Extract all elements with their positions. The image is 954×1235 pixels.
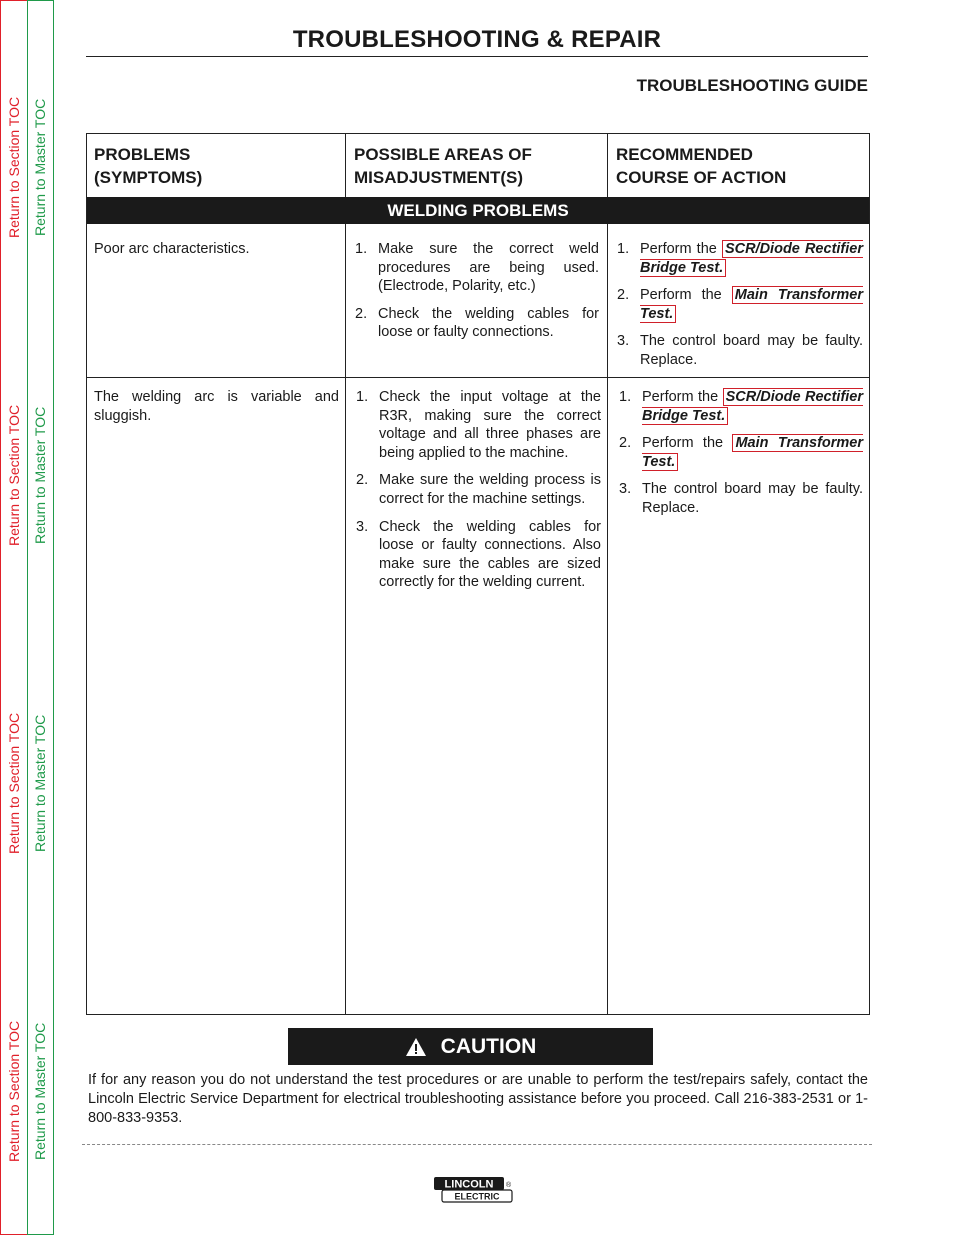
caution-banner [288,1028,653,1065]
item-text: Make sure the welding process is correct for the machine settings. [379,472,601,507]
return-to-section-toc-link-3[interactable]: Return to Section TOC [6,712,22,854]
item-number: 1. [617,241,630,257]
item-text [640,286,863,323]
troubleshooting-table [86,133,870,1015]
return-to-master-toc-link-2[interactable]: Return to Master TOC [32,406,48,544]
caution-label: CAUTION [440,1034,537,1058]
problem-text: Poor arc characteristics. [94,241,250,257]
return-to-section-toc-link-4[interactable]: Return to Section TOC [6,1020,22,1162]
divider [607,134,608,197]
header-problems-line1: PROBLEMS [94,145,191,164]
action-prefix: Perform the [640,241,717,257]
list-item [356,388,601,462]
action-prefix: Perform the [642,389,719,405]
header-areas-line2: MISADJUSTMENT(S) [354,168,524,187]
item-text [642,388,863,425]
item-text: Check the welding cables for loose or faulty connections. [378,305,599,341]
main-transformer-test-link[interactable]: Main Transformer Test. [642,435,864,470]
master-toc-strip [27,0,54,1235]
return-to-master-toc-link-1[interactable]: Return to Master TOC [32,98,48,236]
return-to-master-toc-link-3[interactable]: Return to Master TOC [32,714,48,852]
list-item [619,434,863,471]
row1-actions [617,240,863,379]
section-welding-problems: WELDING PROBLEMS [87,197,869,224]
scr-diode-test-link[interactable]: SCR/Diode Rectifier Bridge Test. [642,389,864,424]
row1-problem [94,240,334,269]
action-prefix: Perform the [642,435,724,452]
action-prefix: Perform the [640,287,722,304]
item-text [642,434,863,471]
row2-problem [94,388,339,435]
item-number: 2. [355,305,368,322]
item-number: 3. [617,333,630,350]
header-areas-line1: POSSIBLE AREAS OF [354,145,532,164]
item-number: 1. [356,389,369,405]
footer-divider [82,1144,872,1145]
header-problems [87,134,346,197]
divider [345,134,346,197]
lincoln-electric-logo [433,1176,513,1204]
divider [607,224,608,1014]
list-item [617,286,863,323]
item-text [640,240,863,277]
list-item [619,388,863,425]
header-problems-line2: (SYMPTOMS) [94,168,203,187]
return-to-section-toc-link-2[interactable]: Return to Section TOC [6,404,22,546]
section-toc-strip [0,0,27,1235]
header-actions-line1: RECOMMENDED [616,145,753,164]
item-text: Make sure the correct weld procedures are being used. (Electrode, Polarity, etc.) [378,241,599,295]
header-areas [347,134,608,197]
problem-text: The welding arc is variable and sluggish. [94,389,339,424]
item-number: 1. [619,389,632,405]
list-item [356,471,601,508]
list-item [356,518,601,592]
list-item [355,305,599,342]
divider [345,224,346,1014]
list-item [355,240,599,296]
item-text: The control board may be faulty. Replace. [640,333,863,368]
page-title: TROUBLESHOOTING & REPAIR [86,26,868,57]
guide-title: TROUBLESHOOTING GUIDE [636,76,868,95]
scr-diode-test-link[interactable]: SCR/Diode Rectifier Bridge Test. [640,241,863,276]
item-number: 2. [617,287,630,304]
list-item [617,332,863,369]
row1-areas [355,240,599,351]
item-number: 3. [356,518,369,535]
return-to-section-toc-link-1[interactable]: Return to Section TOC [6,96,22,238]
header-actions-line2: COURSE OF ACTION [616,168,787,187]
caution-text: If for any reason you do not understand the test procedures or are unable to perform the test/repairs safely, contact the Lincoln Electric Service Department for electrical troubleshooting assistance before you proceed. Call 216-383-2531 or 1-800-833-9353. [88,1072,868,1126]
list-item [619,480,863,517]
return-to-master-toc-link-4[interactable]: Return to Master TOC [32,1022,48,1160]
logo-line2: ELECTRIC [454,1191,500,1202]
logo-line1: LINCOLN [444,1178,494,1191]
item-number: 2. [356,472,369,489]
item-text: Check the input voltage at the R3R, making sure the correct voltage and all three phases are being applied to the machine. [379,389,601,461]
item-number: 3. [619,481,632,498]
item-text: The control board may be faulty. Replace. [642,481,863,516]
row2-areas [356,388,601,601]
warning-icon [405,1037,427,1057]
row2-actions [619,388,863,527]
header-actions [609,134,869,197]
item-text: Check the welding cables for loose or faulty connections. Also make sure the cables are sized correctly for the welding current. [379,518,601,591]
registered-mark: ® [506,1182,512,1189]
item-number: 1. [355,241,368,257]
list-item [617,240,863,277]
main-transformer-test-link[interactable]: Main Transformer Test. [640,287,863,322]
item-number: 2. [619,435,632,452]
